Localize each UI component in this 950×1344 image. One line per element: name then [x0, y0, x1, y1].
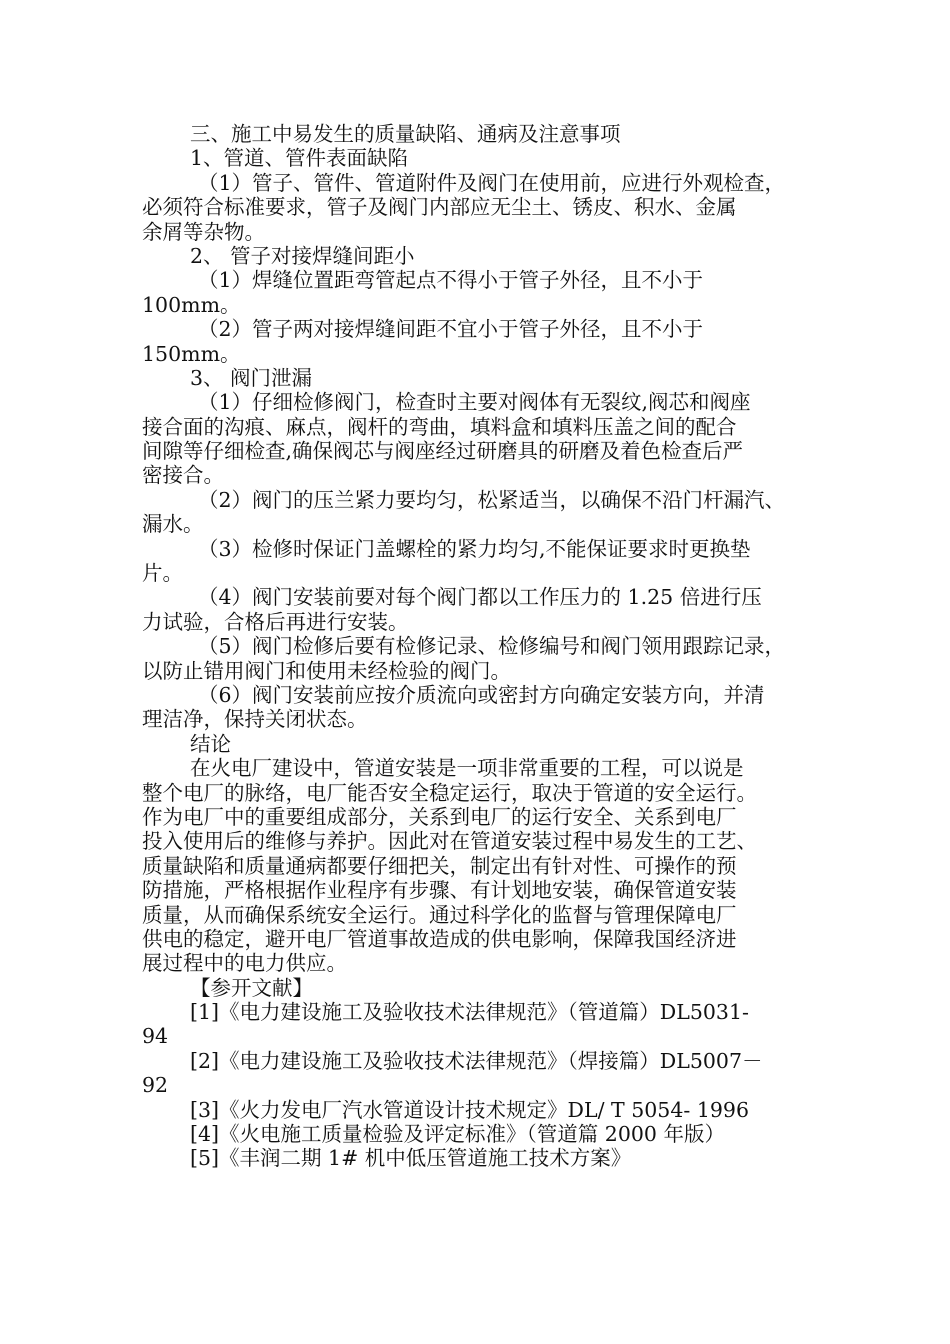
text-line: 质量，从而确保系统安全运行。通过科学化的监督与管理保障电厂 [142, 902, 737, 927]
text-line: 三、施工中易发生的质量缺陷、通病及注意事项 [190, 122, 621, 146]
text-line: 密接合。 [142, 463, 224, 488]
text-line: （4）阀门安装前要对每个阀门都以工作压力的 1.25 倍进行压 [198, 585, 762, 610]
text-line: 在火电厂建设中，管道安装是一项非常重要的工程，可以说是 [190, 756, 744, 781]
text-line: [5]《丰润二期 1# 机中低压管道施工技术方案》 [190, 1146, 632, 1171]
text-line: 结论 [190, 731, 231, 756]
text-line: 必须符合标准要求，管子及阀门内部应无尘土、锈皮、积水、金属 [142, 195, 737, 220]
text-line: 【参开文献】 [190, 975, 313, 1000]
text-line: 理洁净，保持关闭状态。 [142, 707, 368, 732]
text-line: 接合面的沟痕、麻点，阀杆的弯曲，填料盒和填料压盖之间的配合 [142, 414, 737, 439]
text-line: 100mm。 [142, 292, 241, 317]
text-line: 1、管道、管件表面缺陷 [190, 146, 409, 171]
text-line: （2）管子两对接焊缝间距不宜小于管子外径，且不小于 [198, 317, 704, 342]
text-line: [2]《电力建设施工及验收技术法律规范》（焊接篇）DL5007－ [190, 1048, 763, 1073]
text-line: 整个电厂的脉络，电厂能否安全稳定运行，取决于管道的安全运行。 [142, 780, 757, 805]
text-line: 力试验，合格后再进行安装。 [142, 609, 409, 634]
text-line: 片。 [142, 561, 183, 586]
text-line: （1）焊缝位置距弯管起点不得小于管子外径，且不小于 [198, 268, 704, 293]
text-line: （1）管子、管件、管道附件及阀门在使用前，应进行外观检查， [198, 170, 786, 195]
text-line: [1]《电力建设施工及验收技术法律规范》（管道篇）DL5031- [190, 1000, 749, 1025]
text-line: 94 [142, 1024, 169, 1049]
text-line: 作为电厂中的重要组成部分，关系到电厂的运行安全、关系到电厂 [142, 804, 737, 829]
text-line: （3）检修时保证门盖螺栓的紧力均匀,不能保证要求时更换垫 [198, 536, 751, 561]
text-line: 150mm。 [142, 341, 241, 366]
text-line: 防措施，严格根据作业程序有步骤、有计划地安装，确保管道安装 [142, 878, 737, 903]
text-line: 以防止错用阀门和使用未经检验的阀门。 [142, 658, 511, 683]
text-line: 3、 阀门泄漏 [190, 365, 313, 390]
text-line: 质量缺陷和质量通病都要仔细把关，制定出有针对性、可操作的预 [142, 853, 737, 878]
text-line: （6）阀门安装前应按介质流向或密封方向确定安装方向，并清 [198, 682, 765, 707]
text-line: 展过程中的电力供应。 [142, 951, 347, 976]
text-line: （1）仔细检修阀门，检查时主要对阀体有无裂纹,阀芯和阀座 [198, 390, 751, 415]
text-line: [3]《火力发电厂汽水管道设计技术规定》DL/ T 5054- 1996 [190, 1097, 749, 1122]
text-line: （2）阀门的压兰紧力要均匀，松紧适当，以确保不沿门杆漏汽、 [198, 487, 786, 512]
text-line: [4]《火电施工质量检验及评定标准》（管道篇 2000 年版） [190, 1122, 725, 1147]
text-line: 间隙等仔细检查,确保阀芯与阀座经过研磨具的研磨及着色检查后严 [142, 439, 744, 464]
text-line: 92 [142, 1073, 169, 1098]
text-line: 余屑等杂物。 [142, 219, 265, 244]
text-line: 投入使用后的维修与养护。因此对在管道安装过程中易发生的工艺、 [142, 829, 757, 854]
text-line: 2、 管子对接焊缝间距小 [190, 243, 415, 268]
text-line: （5）阀门检修后要有检修记录、检修编号和阀门领用跟踪记录， [198, 634, 786, 659]
text-line: 供电的稳定，避开电厂管道事故造成的供电影响，保障我国经济进 [142, 926, 737, 951]
document-body [142, 122, 822, 1171]
text-line: 漏水。 [142, 512, 204, 537]
